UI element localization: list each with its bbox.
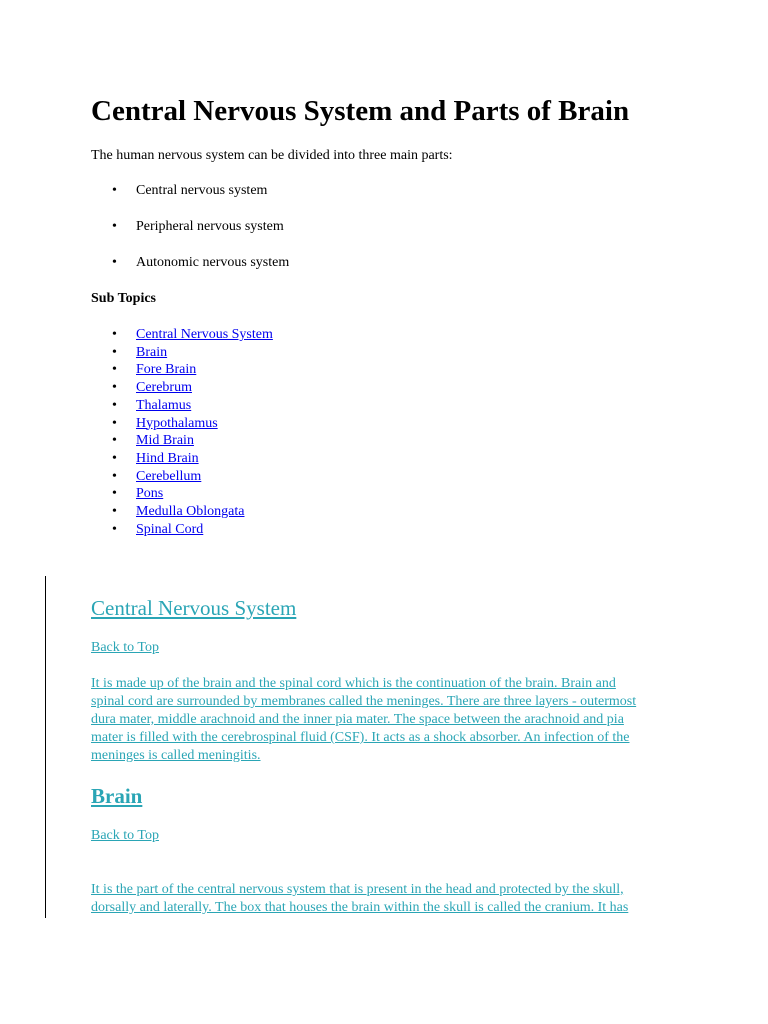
list-item: [91, 415, 273, 433]
back-to-top-link[interactable]: Back to Top: [91, 640, 159, 655]
sub-topic-link-cerebrum[interactable]: Cerebrum: [136, 380, 192, 396]
sub-topic-link-spinal-cord[interactable]: Spinal Cord: [136, 521, 204, 537]
section-paragraph-brain[interactable]: [91, 881, 691, 917]
intro-paragraph: The human nervous system can be divided into three main parts:: [91, 148, 453, 163]
paragraph-line: meninges is called meningitis.: [91, 748, 261, 763]
list-item: [91, 397, 273, 415]
list-item: [91, 361, 273, 379]
list-item: [91, 379, 273, 397]
margin-rule: [45, 576, 46, 918]
list-item: [91, 432, 273, 450]
sub-topic-link-central-nervous-system[interactable]: Central Nervous System: [136, 327, 273, 342]
sub-topics-list: [91, 326, 273, 538]
list-item: [91, 503, 273, 521]
sub-topic-link-pons[interactable]: Pons: [136, 486, 164, 502]
sub-topic-link-medulla-oblongata[interactable]: Medulla Oblongata: [136, 504, 245, 520]
page-title: Central Nervous System and Parts of Brain: [91, 95, 630, 127]
paragraph-line: It is made up of the brain and the spinal cord which is the continuation of the brain. Brain and: [91, 676, 616, 691]
list-item: [91, 344, 273, 362]
nervous-system-parts-list: [91, 182, 289, 290]
section-paragraph-central-nervous-system[interactable]: [91, 675, 691, 765]
section-heading-brain[interactable]: Brain: [91, 784, 143, 808]
paragraph-line: spinal cord are surrounded by membranes called the meninges. There are three layers - outermost: [91, 694, 637, 709]
sub-topic-link-mid-brain[interactable]: Mid Brain: [136, 433, 194, 449]
list-item: [91, 521, 273, 539]
list-item: • Autonomic nervous system: [91, 254, 289, 290]
list-item: [91, 326, 273, 344]
paragraph-line: dura mater, middle arachnoid and the inner pia mater. The space between the arachnoid and pia: [91, 712, 624, 727]
paragraph-line: mater is filled with the cerebrospinal fluid (CSF). It acts as a shock absorber. An infection of the: [91, 730, 630, 745]
sub-topic-link-brain[interactable]: Brain: [136, 344, 168, 360]
list-item: • Central nervous system: [91, 182, 289, 218]
paragraph-line: dorsally and laterally. The box that houses the brain within the skull is called the cranium. It has: [91, 900, 629, 915]
list-item: [91, 468, 273, 486]
sub-topic-link-fore-brain[interactable]: Fore Brain: [136, 362, 197, 378]
sub-topic-link-cerebellum[interactable]: Cerebellum: [136, 468, 202, 484]
back-to-top-link[interactable]: Back to Top: [91, 828, 159, 843]
sub-topic-link-hind-brain[interactable]: Hind Brain: [136, 450, 199, 466]
list-item: • Peripheral nervous system: [91, 218, 289, 254]
section-heading-central-nervous-system[interactable]: Central Nervous System: [91, 596, 297, 620]
sub-topics-heading: Sub Topics: [91, 291, 156, 306]
list-item: [91, 485, 273, 503]
list-item: [91, 450, 273, 468]
sub-topic-link-thalamus[interactable]: Thalamus: [136, 397, 192, 413]
paragraph-line: It is the part of the central nervous system that is present in the head and protected by the skull,: [91, 882, 624, 897]
sub-topic-link-hypothalamus[interactable]: Hypothalamus: [136, 415, 218, 431]
